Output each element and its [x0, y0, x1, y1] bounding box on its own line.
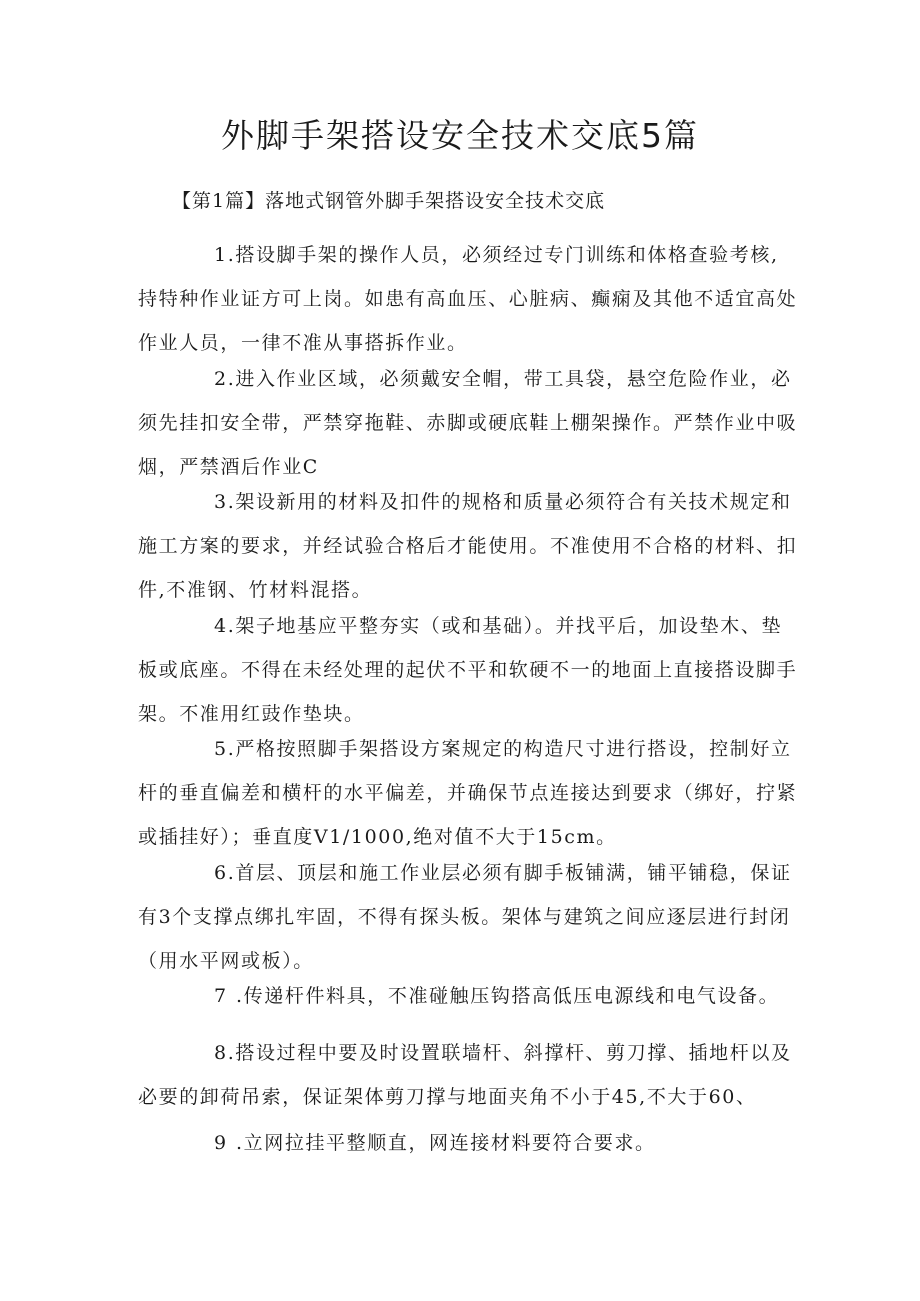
list-item — [138, 357, 798, 489]
item-number: 7 — [214, 985, 228, 1007]
item-number: 5 — [214, 738, 228, 760]
item-text: .传递杆件料具，不准碰触压钩搭高低压电源线和电气设备。 — [236, 985, 780, 1007]
page-title: 外脚手架搭设安全技术交底5篇 — [221, 116, 699, 155]
item-text: .立网拉挂平整顺直，网连接材料要符合要求。 — [236, 1132, 656, 1154]
item-number: 9 — [214, 1132, 228, 1154]
item-number: 6 — [214, 862, 228, 884]
item-text: .首层、顶层和施工作业层必须有脚手板铺满，铺平铺稳，保证有3个支撑点绑扎牢固，不得有探头板。架体与建筑之间应逐层进行封闭（用水平网或板）。 — [138, 862, 792, 972]
list-item — [138, 727, 798, 859]
list-item — [138, 1121, 798, 1165]
item-number: 2 — [214, 368, 228, 390]
item-text: .搭设脚手架的操作人员，必须经过专门训练和体格查验考核,持特种作业证方可上岗。如患有高血压、心脏病、癫痫及其他不适宜高处作业人员，一律不准从事搭拆作业。 — [138, 244, 798, 354]
item-number: 3 — [214, 491, 228, 513]
list-item — [138, 974, 798, 1018]
item-number: 8 — [214, 1042, 228, 1064]
list-item — [138, 233, 798, 365]
item-text: .搭设过程中要及时设置联墙杆、斜撑杆、剪刀撑、插地杆以及必要的卸荷吊索，保证架体剪刀撑与地面夹角不小于45,不大于60、 — [138, 1042, 792, 1108]
item-text: .进入作业区域，必须戴安全帽，带工具袋，悬空危险作业，必须先挂扣安全带，严禁穿拖鞋、赤脚或硬底鞋上棚架操作。严禁作业中吸烟，严禁酒后作业C — [138, 368, 798, 478]
list-item — [138, 480, 798, 612]
item-number: 1 — [214, 244, 228, 266]
section-heading: 【第1篇】落地式钢管外脚手架搭设安全技术交底 — [172, 190, 606, 212]
item-number: 4 — [214, 615, 228, 637]
list-item — [138, 1031, 798, 1119]
list-item — [138, 604, 798, 736]
item-text: .架设新用的材料及扣件的规格和质量必须符合有关技术规定和施工方案的要求，并经试验合格后才能使用。不准使用不合格的材料、扣件,不准钢、竹材料混搭。 — [138, 491, 798, 601]
list-item — [138, 851, 798, 983]
item-text: .架子地基应平整夯实（或和基础）。并找平后，加设垫木、垫板或底座。不得在未经处理的起伏不平和软硬不一的地面上直接搭设脚手架。不准用红豉作垫块。 — [138, 615, 798, 725]
item-text: .严格按照脚手架搭设方案规定的构造尺寸进行搭设，控制好立杆的垂直偏差和横杆的水平偏差，并确保节点连接达到要求（绑好，拧紧或插挂好）；垂直度V1/1000,绝对值不大于15cm。 — [138, 738, 798, 848]
